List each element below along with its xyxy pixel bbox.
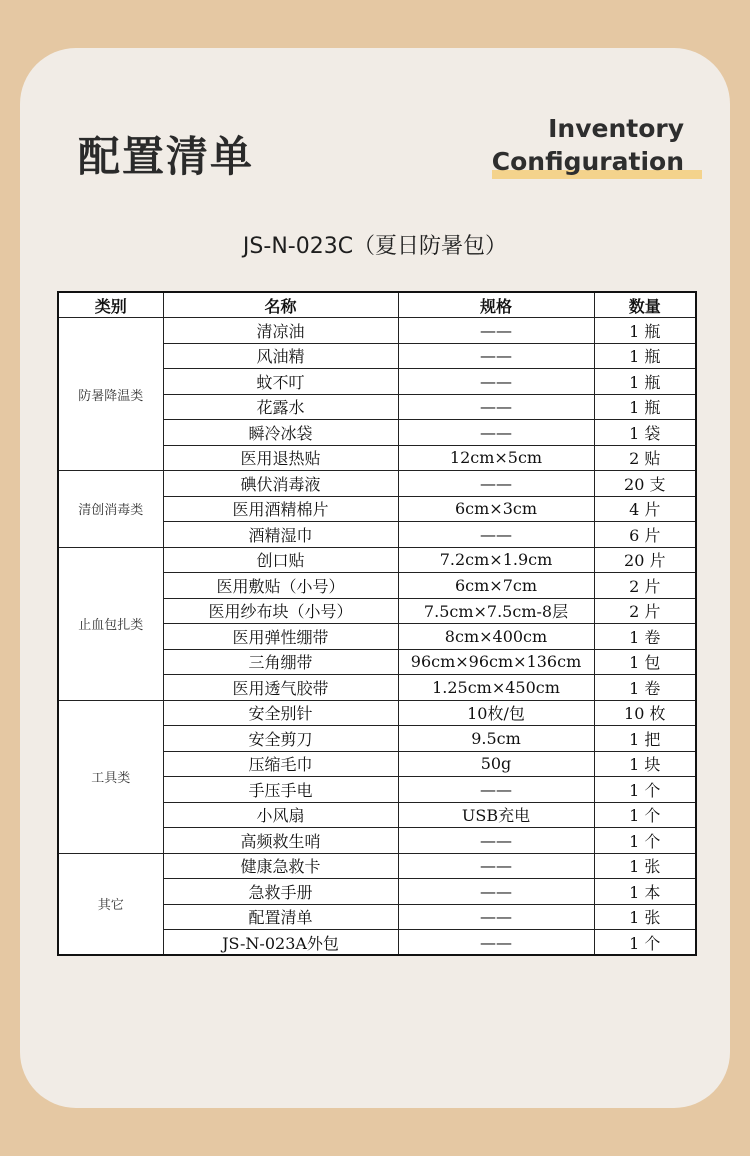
table-row <box>58 547 696 573</box>
item-name-cell: 安全别针 <box>163 700 398 726</box>
item-spec-cell: 10枚/包 <box>398 700 594 726</box>
item-name-cell: 小风扇 <box>163 802 398 828</box>
item-spec-cell: —— <box>398 343 594 369</box>
item-name-cell: 健康急救卡 <box>163 853 398 879</box>
item-spec-cell: —— <box>398 471 594 497</box>
item-name-cell: 风油精 <box>163 343 398 369</box>
category-cell: 其它 <box>58 853 163 955</box>
item-spec-cell: 50g <box>398 751 594 777</box>
item-spec-cell: 7.2cm×1.9cm <box>398 547 594 573</box>
item-qty-cell: 1 个 <box>594 802 696 828</box>
title-english-line1: Inventory <box>548 114 684 143</box>
item-name-cell: 压缩毛巾 <box>163 751 398 777</box>
item-qty-cell: 1 本 <box>594 879 696 905</box>
item-qty-cell: 1 个 <box>594 777 696 803</box>
item-spec-cell: 9.5cm <box>398 726 594 752</box>
item-name-cell: 酒精湿巾 <box>163 522 398 548</box>
table-row <box>58 471 696 497</box>
table-row <box>58 700 696 726</box>
item-spec-cell: —— <box>398 369 594 395</box>
item-name-cell: 医用敷贴（小号） <box>163 573 398 599</box>
item-name-cell: 创口贴 <box>163 547 398 573</box>
item-name-cell: 花露水 <box>163 394 398 420</box>
item-qty-cell: 1 包 <box>594 649 696 675</box>
item-qty-cell: 2 片 <box>594 598 696 624</box>
item-qty-cell: 2 贴 <box>594 445 696 471</box>
product-subtitle: JS-N-023C（夏日防暑包） <box>242 234 508 259</box>
inventory-table <box>57 291 697 956</box>
item-name-cell: 配置清单 <box>163 904 398 930</box>
item-spec-cell: 8cm×400cm <box>398 624 594 650</box>
item-spec-cell: 7.5cm×7.5cm-8层 <box>398 598 594 624</box>
item-name-cell: 急救手册 <box>163 879 398 905</box>
table-row <box>58 853 696 879</box>
item-name-cell: 瞬冷冰袋 <box>163 420 398 446</box>
item-spec-cell: —— <box>398 318 594 344</box>
item-name-cell: 高频救生哨 <box>163 828 398 854</box>
category-cell: 防暑降温类 <box>58 318 163 471</box>
item-qty-cell: 1 瓶 <box>594 394 696 420</box>
item-spec-cell: —— <box>398 828 594 854</box>
item-qty-cell: 20 支 <box>594 471 696 497</box>
item-spec-cell: —— <box>398 777 594 803</box>
category-cell: 清创消毒类 <box>58 471 163 548</box>
item-spec-cell: —— <box>398 853 594 879</box>
item-spec-cell: —— <box>398 879 594 905</box>
table-row <box>58 318 696 344</box>
category-cell: 止血包扎类 <box>58 547 163 700</box>
item-qty-cell: 1 把 <box>594 726 696 752</box>
item-qty-cell: 1 张 <box>594 904 696 930</box>
item-name-cell: 医用透气胶带 <box>163 675 398 701</box>
item-qty-cell: 1 卷 <box>594 675 696 701</box>
item-name-cell: JS-N-023A外包 <box>163 930 398 956</box>
item-name-cell: 清凉油 <box>163 318 398 344</box>
title-english-line2: Configuration <box>491 147 684 176</box>
item-qty-cell: 10 枚 <box>594 700 696 726</box>
item-qty-cell: 1 袋 <box>594 420 696 446</box>
item-qty-cell: 1 卷 <box>594 624 696 650</box>
item-name-cell: 手压手电 <box>163 777 398 803</box>
item-name-cell: 碘伏消毒液 <box>163 471 398 497</box>
header-spec: 规格 <box>398 292 594 318</box>
item-qty-cell: 1 瓶 <box>594 318 696 344</box>
item-spec-cell: —— <box>398 904 594 930</box>
category-cell: 工具类 <box>58 700 163 853</box>
item-spec-cell: —— <box>398 522 594 548</box>
item-spec-cell: 6cm×7cm <box>398 573 594 599</box>
item-spec-cell: —— <box>398 930 594 956</box>
page-title: 配置清单 <box>78 132 255 181</box>
item-name-cell: 医用酒精棉片 <box>163 496 398 522</box>
header-category: 类别 <box>58 292 163 318</box>
header-qty: 数量 <box>594 292 696 318</box>
item-spec-cell: 12cm×5cm <box>398 445 594 471</box>
item-name-cell: 医用弹性绷带 <box>163 624 398 650</box>
item-qty-cell: 1 个 <box>594 930 696 956</box>
item-spec-cell: USB充电 <box>398 802 594 828</box>
item-qty-cell: 2 片 <box>594 573 696 599</box>
item-qty-cell: 1 张 <box>594 853 696 879</box>
item-qty-cell: 1 块 <box>594 751 696 777</box>
item-qty-cell: 20 片 <box>594 547 696 573</box>
item-name-cell: 医用纱布块（小号） <box>163 598 398 624</box>
item-name-cell: 三角绷带 <box>163 649 398 675</box>
item-spec-cell: —— <box>398 394 594 420</box>
item-qty-cell: 1 瓶 <box>594 343 696 369</box>
header-name: 名称 <box>163 292 398 318</box>
item-qty-cell: 1 个 <box>594 828 696 854</box>
item-spec-cell: 1.25cm×450cm <box>398 675 594 701</box>
item-spec-cell: 96cm×96cm×136cm <box>398 649 594 675</box>
item-spec-cell: 6cm×3cm <box>398 496 594 522</box>
item-name-cell: 医用退热贴 <box>163 445 398 471</box>
item-name-cell: 安全剪刀 <box>163 726 398 752</box>
item-qty-cell: 6 片 <box>594 522 696 548</box>
item-qty-cell: 1 瓶 <box>594 369 696 395</box>
table-header-row <box>58 292 696 318</box>
item-qty-cell: 4 片 <box>594 496 696 522</box>
item-spec-cell: —— <box>398 420 594 446</box>
item-name-cell: 蚊不叮 <box>163 369 398 395</box>
